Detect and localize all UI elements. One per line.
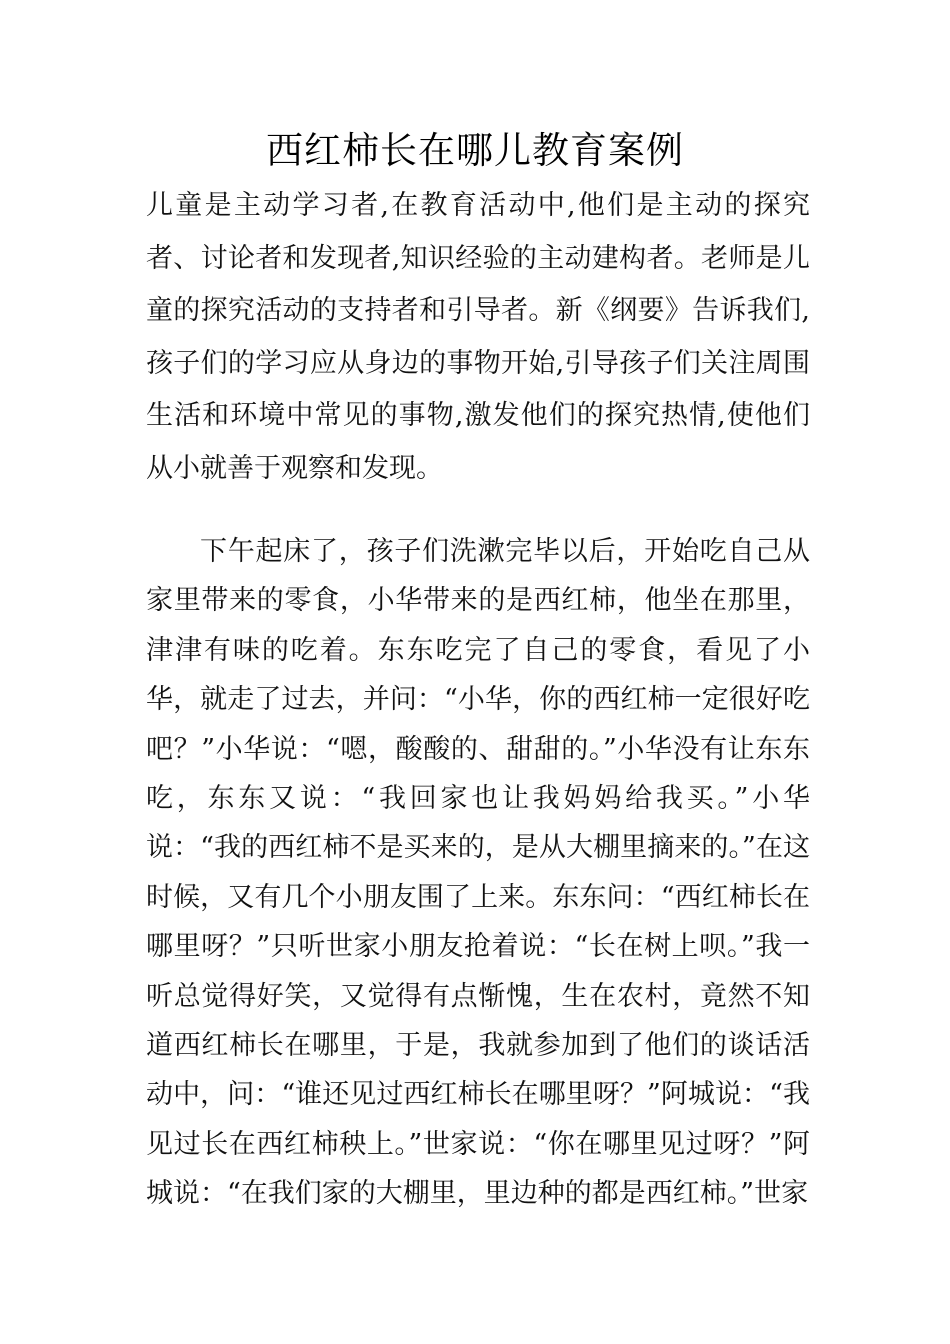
case-paragraph: 下午起床了，孩子们洗漱完毕以后，开始吃自己从家里带来的零食，小华带来的是西红柿，他坐在那里，津津有味的吃着。东东吃完了自己的零食，看见了小华，就走了过去，并问：“小华，你的西红柿一定很好吃吧？”小华说：“嗯，酸酸的、甜甜的。”小华没有让东东吃，东东又说：“我回家也让我妈妈给我买。”小华说：“我的西红柿不是买来的，是从大棚里摘来的。”在这时候，又有几个小朋友围了上来。东东问：“西红柿长在哪里呀？”只听世家小朋友抢着说：“长在树上呗。”我一听总觉得好笑，又觉得有点惭愧，生在农村，竟然不知道西红柿长在哪里，于是，我就参加到了他们的谈话活动中，问：“谁还见过西红柿长在哪里呀？”阿城说：“我见过长在西红柿秧上。”世家说：“你在哪里见过呀？”阿城说：“在我们家的大棚里，里边种的都是西红柿。”世家 [146, 536, 810, 1210]
document-title: 西红柿长在哪儿教育案例 [266, 129, 684, 172]
intro-paragraph: 儿童是主动学习者,在教育活动中,他们是主动的探究者、讨论者和发现者,知识经验的主动建构者。老师是儿童的探究活动的支持者和引导者。新《纲要》告诉我们,孩子们的学习应从身边的事物开始,引导孩子们关注周围生活和环境中常见的事物,激发他们的探究热情,使他们从小就善于观察和发现。 [146, 190, 810, 484]
